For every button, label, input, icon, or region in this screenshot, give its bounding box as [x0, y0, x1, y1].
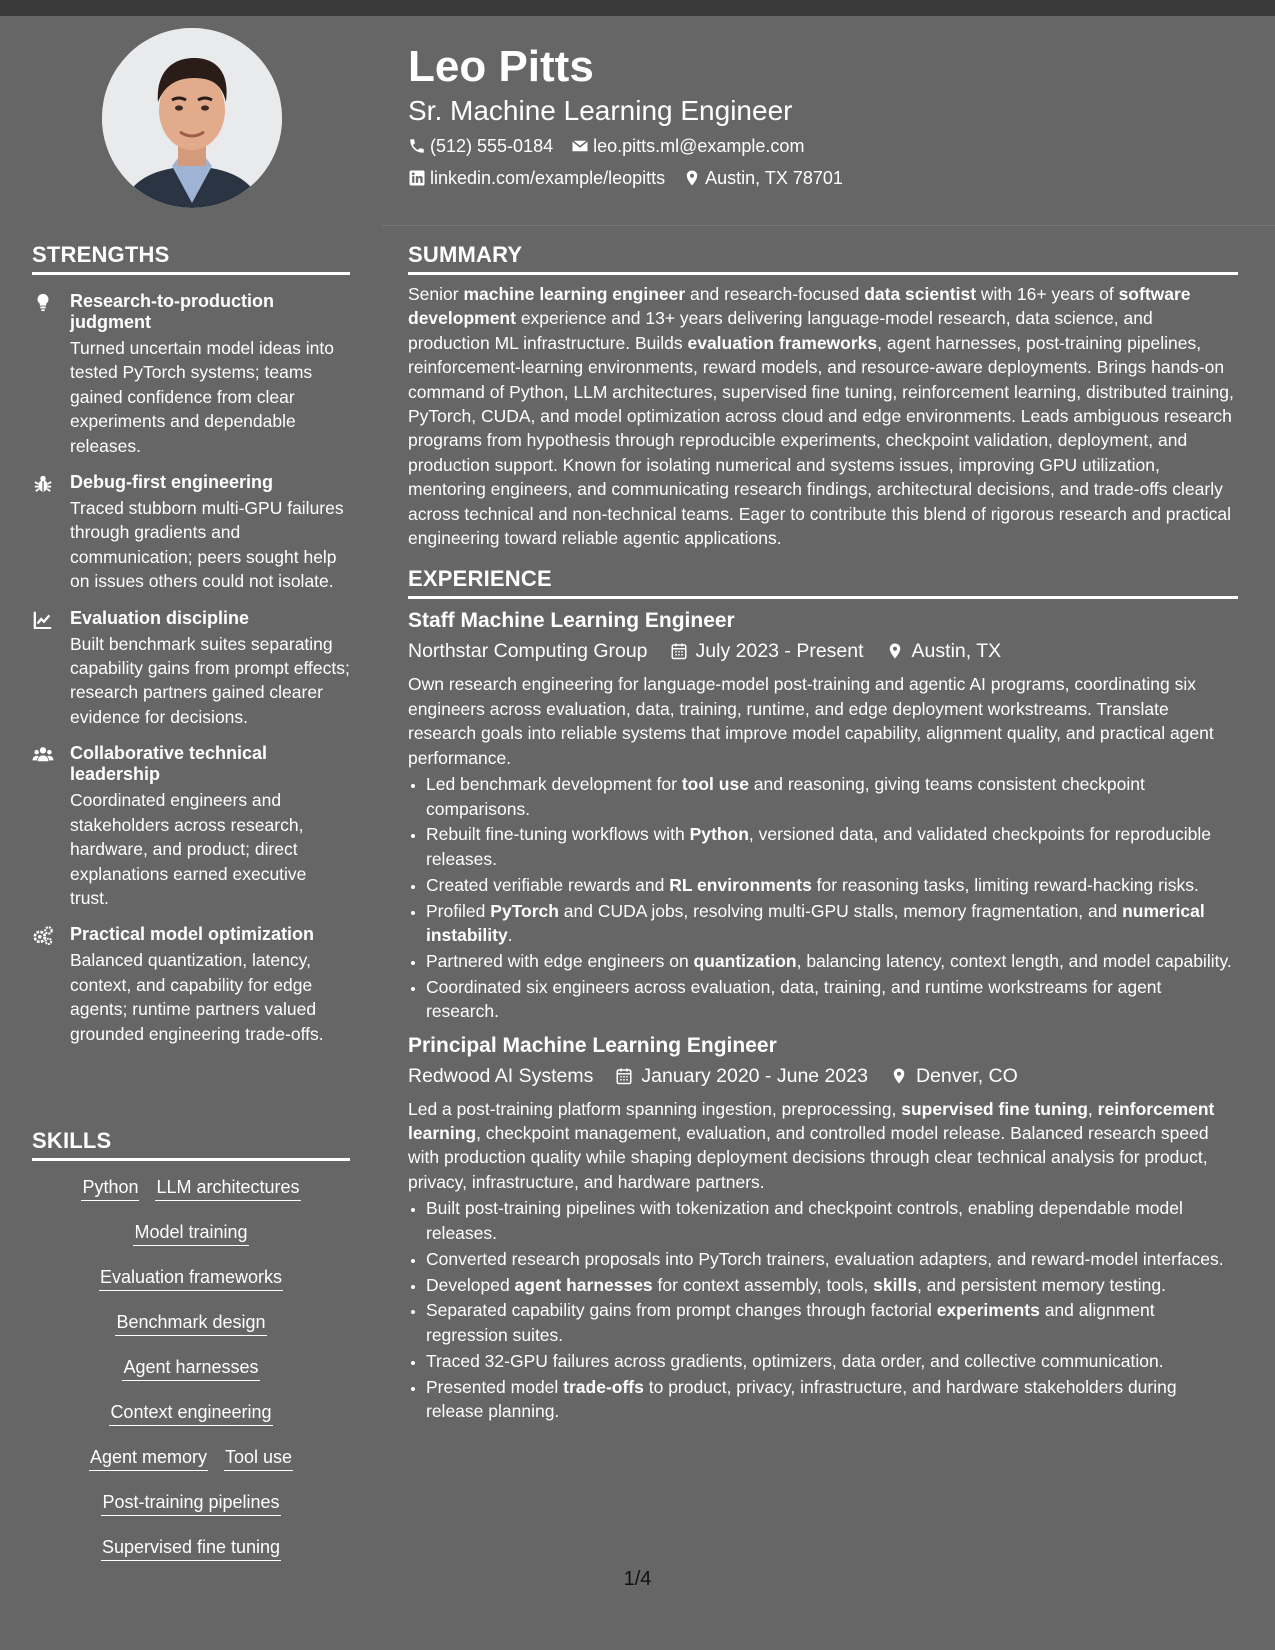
- text-segment: Profiled: [426, 900, 491, 921]
- phone-text: (512) 555-0184: [430, 136, 554, 156]
- text-segment: with 16+ years of: [976, 284, 1119, 304]
- skill-row: [32, 1355, 350, 1400]
- skills-section: [32, 1128, 350, 1580]
- strengths-section: [32, 242, 350, 1046]
- job-description: [408, 1097, 1238, 1195]
- contact-email[interactable]: [571, 134, 804, 158]
- email-text: leo.pitts.ml@example.com: [593, 136, 805, 156]
- text-segment: , balancing latency, context length, and model capability.: [796, 950, 1232, 971]
- bold-text: experiments: [936, 1300, 1040, 1321]
- job-description: [408, 672, 1238, 770]
- skill-tag: Context engineering: [109, 1400, 272, 1426]
- main-content: [408, 242, 1238, 1425]
- text-segment: for context assembly, tools,: [652, 1274, 874, 1295]
- linkedin-icon: [408, 169, 426, 187]
- strength-description: Coordinated engineers and stakeholders across research, hardware, and product; direct explanations earned executive trust.: [70, 790, 307, 908]
- candidate-title: Sr. Machine Learning Engineer: [408, 95, 793, 126]
- strength-title: Research-to-production judgment: [70, 291, 275, 332]
- text-segment: , agent harnesses, post-training pipelines, reinforcement-learning environments, reward models, and resource-aware deployments. Brings hands-on command of Python, LLM architectures, supervised fine tuning, reinforcement learning, distributed training, PyTorch, CUDA, and model optimization across cloud and edge environments. Leads ambiguous research programs from hypothesis through reproducible experiments, checkpoint validation, deployment, and production support. Known for isolating numerical and systems issues, improving GPU utilization, mentoring engineers, and communicating research findings, architectural decisions, and trade-offs clearly across technical and non-technical teams. Eager to contribute this blend of rigorous research and practical engineering toward reliable agentic applications.: [408, 332, 1234, 549]
- bold-text: RL environments: [669, 874, 812, 895]
- contact-row: [408, 134, 1238, 158]
- bold-text: software development: [408, 284, 1191, 329]
- text-segment: Presented model: [426, 1376, 564, 1397]
- contact-location: [683, 166, 843, 190]
- linkedin-text: linkedin.com/example/leopitts: [430, 168, 666, 188]
- skill-tag: Evaluation frameworks: [99, 1265, 283, 1291]
- header-divider: [382, 225, 1275, 226]
- text-segment: Coordinated six engineers across evaluation, data, training, and runtime workstreams for agent research.: [426, 976, 1162, 1022]
- map-pin-icon: [683, 169, 701, 187]
- job-location: Denver, CO: [915, 1064, 1018, 1087]
- bullet-item: [426, 1273, 1238, 1297]
- bold-text: numerical instability: [426, 900, 1205, 946]
- bullet-item: [426, 899, 1238, 948]
- top-bar: [0, 0, 1275, 16]
- job-bullets: [408, 772, 1238, 1024]
- strength-item: [32, 924, 350, 1046]
- text-segment: Led a post-training platform spanning ingestion, preprocessing,: [408, 1098, 902, 1119]
- skill-tag: Agent harnesses: [122, 1355, 259, 1381]
- bold-text: Python: [689, 824, 749, 845]
- summary-text: [408, 282, 1238, 550]
- lightbulb-icon: [32, 292, 54, 312]
- contact-row-2: [408, 166, 1238, 190]
- text-segment: ,: [1087, 1098, 1098, 1119]
- skill-row: [32, 1310, 350, 1355]
- resume-header: [408, 40, 1238, 190]
- skill-row: [32, 1400, 350, 1445]
- skill-tag: Benchmark design: [115, 1310, 266, 1336]
- text-segment: Separated capability gains from prompt changes through factorial: [426, 1300, 937, 1321]
- text-segment: , and persistent memory testing.: [916, 1274, 1166, 1295]
- text-segment: for reasoning tasks, limiting reward-hacking risks.: [811, 874, 1199, 895]
- candidate-name: Leo Pitts: [408, 42, 594, 91]
- job-dates: January 2020 - June 2023: [641, 1064, 868, 1087]
- bold-text: PyTorch: [490, 900, 559, 921]
- text-segment: Partnered with edge engineers on: [426, 950, 694, 971]
- text-segment: and CUDA jobs, resolving multi-GPU stalls, memory fragmentation, and: [558, 900, 1123, 921]
- bold-text: tool use: [681, 774, 749, 795]
- map-pin-icon-wrap: [890, 1067, 908, 1085]
- strength-description: Traced stubborn multi-GPU failures through gradients and communication; peers sought help on issues others could not isolate.: [70, 498, 344, 592]
- text-segment: experience and 13+ years delivering language-model research, data science, and production ML infrastructure. Builds: [408, 308, 1153, 353]
- bug-icon: [32, 473, 54, 493]
- job-company: Northstar Computing Group: [408, 640, 648, 663]
- profile-photo: [102, 28, 282, 208]
- text-segment: Created verifiable rewards and: [426, 874, 670, 895]
- text-segment: Converted research proposals into PyTorch trainers, evaluation adapters, and reward-model interfaces.: [426, 1248, 1224, 1269]
- map-pin-icon: [890, 1067, 908, 1085]
- bullet-item: [426, 1349, 1238, 1373]
- contact-linkedin[interactable]: [408, 166, 665, 190]
- calendar-icon: [670, 642, 688, 660]
- envelope-icon: [571, 137, 589, 155]
- experience-heading: EXPERIENCE: [408, 566, 1238, 599]
- strength-item: [32, 291, 350, 458]
- summary-heading: SUMMARY: [408, 242, 1238, 275]
- bullet-item: [426, 822, 1238, 871]
- text-segment: Built post-training pipelines with tokenization and checkpoint controls, enabling dependable model releases.: [426, 1198, 1183, 1243]
- text-segment: and research-focused: [685, 284, 865, 304]
- strength-description: Balanced quantization, latency, context, and capability for edge agents; runtime partners valued grounded engineering trade-offs.: [70, 950, 324, 1044]
- skill-row: [32, 1490, 350, 1535]
- strength-item: [32, 743, 350, 910]
- page-number: 1/4: [623, 1568, 652, 1590]
- job-bullets: [408, 1196, 1238, 1423]
- skill-row: [32, 1220, 350, 1265]
- strength-item: [32, 608, 350, 730]
- text-segment: Led benchmark development for: [426, 774, 682, 795]
- bold-text: machine learning engineer: [463, 284, 686, 304]
- bold-text: trade-offs: [563, 1376, 644, 1397]
- map-pin-icon: [886, 642, 904, 660]
- text-segment: , checkpoint management, evaluation, and controlled model release. Balanced research speed with production quality while shaping deployment decisions through clear technical analysis for product, privacy, infrastructure, and hardware partners.: [408, 1123, 1209, 1192]
- users-icon: [32, 744, 54, 764]
- text-segment: and alignment regression suites.: [426, 1300, 1155, 1345]
- skill-tag: Python: [81, 1175, 139, 1201]
- job-dates: July 2023 - Present: [695, 640, 864, 663]
- text-segment: Traced 32-GPU failures across gradients, optimizers, data order, and collective communication.: [426, 1350, 1164, 1371]
- strengths-list: [32, 291, 350, 1046]
- strength-description: Turned uncertain model ideas into tested PyTorch systems; teams gained confidence from clear experiments and dependable releases.: [70, 338, 334, 456]
- job-entry: [408, 1032, 1238, 1424]
- skill-tag: Post-training pipelines: [101, 1490, 280, 1516]
- job-role: Principal Machine Learning Engineer: [408, 1033, 777, 1057]
- map-pin-icon-wrap: [886, 642, 904, 660]
- location-text: Austin, TX 78701: [705, 168, 843, 188]
- skill-tag: Supervised fine tuning: [101, 1535, 281, 1561]
- calendar-icon-wrap: [670, 642, 688, 660]
- strength-title: Evaluation discipline: [70, 607, 250, 628]
- text-segment: to product, privacy, infrastructure, and hardware stakeholders during release planning.: [426, 1376, 1177, 1422]
- jobs-list: [408, 607, 1238, 1423]
- phone-icon: [408, 137, 426, 155]
- bullet-item: [426, 772, 1238, 821]
- calendar-icon-wrap: [615, 1067, 633, 1085]
- bullet-item: [426, 1196, 1238, 1245]
- strength-title: Collaborative technical leadership: [70, 743, 268, 785]
- text-segment: Developed: [426, 1274, 515, 1295]
- text-segment: Own research engineering for language-model post-training and agentic AI programs, coordinating six engineers across evaluation, data, training, runtime, and edge deployment workstreams. Translate research goals into reliable systems that improve model capability, alignment quality, and practical agent performance.: [408, 674, 1214, 768]
- experience-section: [408, 566, 1238, 1423]
- skill-tag: LLM architectures: [155, 1175, 300, 1201]
- skill-tag: Tool use: [224, 1445, 293, 1471]
- contact-phone: [408, 134, 553, 158]
- bullet-item: [426, 975, 1238, 1024]
- bold-text: quantization: [693, 950, 797, 971]
- bullet-item: [426, 873, 1238, 897]
- text-segment: Rebuilt fine-tuning workflows with: [426, 824, 690, 845]
- skill-row: [32, 1445, 350, 1490]
- text-segment: and reasoning, giving teams consistent checkpoint comparisons.: [426, 774, 1145, 819]
- bold-text: data scientist: [864, 284, 977, 304]
- skill-tag: Model training: [133, 1220, 248, 1246]
- job-meta: [408, 637, 1238, 665]
- gears-icon: [32, 925, 54, 945]
- strength-item: [32, 472, 350, 594]
- job-entry: [408, 607, 1238, 1023]
- job-company: Redwood AI Systems: [408, 1064, 594, 1087]
- bullet-item: [426, 1298, 1238, 1347]
- bold-text: skills: [873, 1274, 917, 1295]
- skill-row: [32, 1265, 350, 1310]
- job-meta: [408, 1062, 1238, 1090]
- skills-heading: SKILLS: [32, 1128, 350, 1161]
- job-role: Staff Machine Learning Engineer: [408, 609, 735, 633]
- bold-text: agent harnesses: [514, 1274, 653, 1295]
- bullet-item: [426, 1247, 1238, 1271]
- bold-text: supervised fine tuning: [901, 1098, 1088, 1119]
- bullet-item: [426, 949, 1238, 973]
- bold-text: evaluation frameworks: [687, 332, 878, 353]
- strength-title: Practical model optimization: [70, 924, 315, 945]
- skill-tag: Agent memory: [89, 1445, 208, 1471]
- bold-text: reinforcement learning: [408, 1098, 1215, 1144]
- text-segment: .: [507, 925, 513, 946]
- strengths-heading: STRENGTHS: [32, 242, 350, 275]
- text-segment: , versioned data, and validated checkpoints for reproducible releases.: [426, 824, 1211, 869]
- skill-row: [32, 1175, 350, 1220]
- text-segment: Senior: [408, 284, 464, 304]
- strength-description: Built benchmark suites separating capability gains from prompt effects; research partners gained clearer evidence for decisions.: [70, 633, 350, 727]
- job-location: Austin, TX: [911, 640, 1002, 663]
- chart-line-icon: [32, 609, 54, 629]
- calendar-icon: [615, 1067, 633, 1085]
- skills-list: [32, 1175, 350, 1580]
- bullet-item: [426, 1375, 1238, 1424]
- strength-title: Debug-first engineering: [70, 472, 274, 493]
